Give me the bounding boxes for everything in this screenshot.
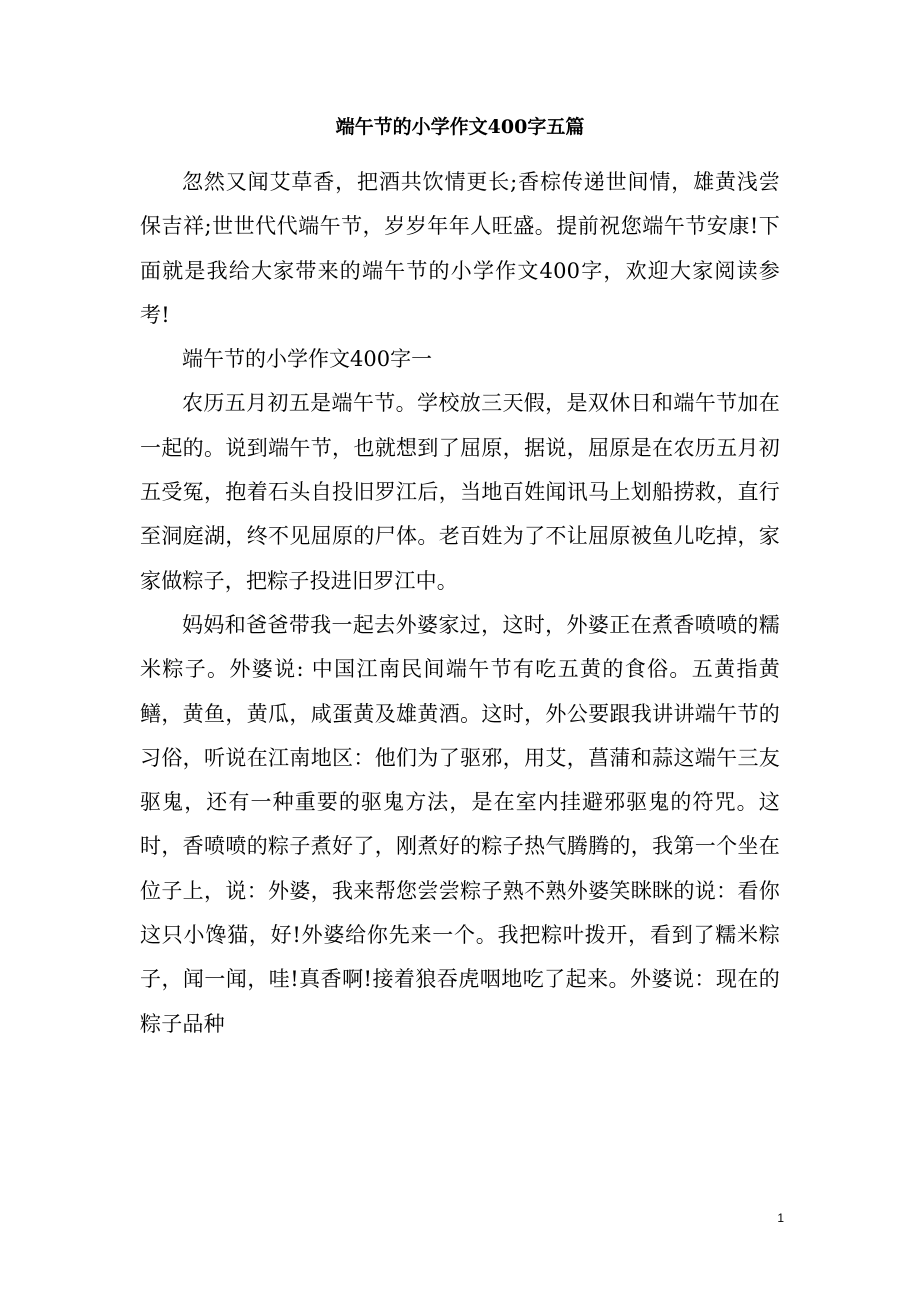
section-heading: 端午节的小学作文400字一: [182, 347, 433, 372]
page-number: 1: [777, 1211, 784, 1225]
document-body: [140, 160, 780, 1046]
intro-paragraph: 忽然又闻艾草香，把酒共饮情更长;香棕传递世间情，雄黄浅尝保吉祥;世世代代端午节，岁岁年年人旺盛。提前祝您端午节安康!下面就是我给大家带来的端午节的小学作文400字，欢迎大家阅读参考!: [140, 170, 780, 327]
document-title: 端午节的小学作文400字五篇: [335, 116, 585, 138]
body-paragraph-1: 农历五月初五是端午节。学校放三天假，是双休日和端午节加在一起的。说到端午节，也就想到了屈原，据说，屈原是在农历五月初五受冤，抱着石头自投旧罗江后，当地百姓闻讯马上划船捞救，直行至洞庭湖，终不见屈原的尸体。老百姓为了不让屈原被鱼儿吃掉，家家做粽子，把粽子投进旧罗江中。: [140, 391, 780, 593]
body-paragraph-2: 妈妈和爸爸带我一起去外婆家过，这时，外婆正在煮香喷喷的糯米粽子。外婆说: 中国江南民间端午节有吃五黄的食俗。五黄指黄鳝，黄鱼，黄瓜，咸蛋黄及雄黄酒。这时，外公要跟我讲讲端午节的习俗，听说在江南地区：他们为了驱邪，用艾，菖蒲和蒜这端午三友驱鬼，还有一种重要的驱鬼方法，是在室内挂避邪驱鬼的符咒。这时，香喷喷的粽子煮好了，刚煮好的粽子热气腾腾的，我第一个坐在位子上，说：外婆，我来帮您尝尝粽子熟不熟外婆笑眯眯的说：看你这只小馋猫，好!外婆给你先来一个。我把粽叶拨开，看到了糯米粽子，闻一闻，哇!真香啊!接着狼吞虎咽地吃了起来。外婆说：现在的粽子品种: [140, 612, 780, 1036]
